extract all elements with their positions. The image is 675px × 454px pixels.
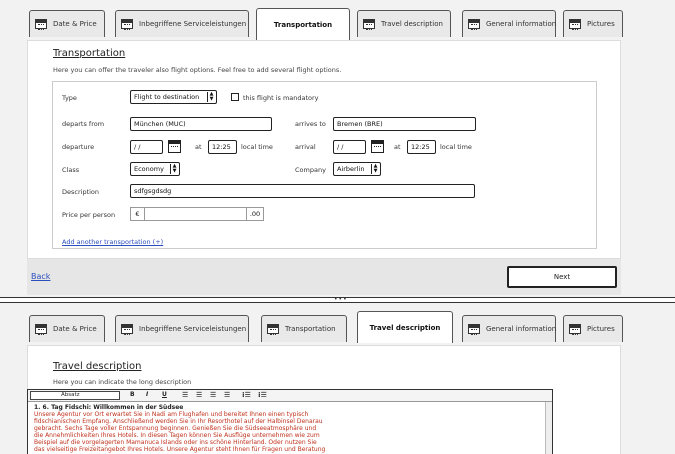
tab-bar [0, 0, 675, 40]
price-input[interactable] [130, 207, 264, 221]
grip-icon: ••• [334, 296, 348, 303]
select-arrows-icon: ▲ ▼ [207, 92, 215, 102]
calendar-icon [569, 19, 581, 29]
company-select-value: Airberlin [337, 165, 365, 173]
calendar-icon [35, 324, 47, 334]
arrives-to-input[interactable]: Bremen (BRE) [333, 117, 476, 131]
description-label: Description [62, 188, 100, 196]
tab-transportation[interactable] [261, 315, 347, 342]
tab-general-information[interactable] [462, 10, 556, 37]
travel-description-screen [0, 303, 675, 454]
tab-travel-description[interactable] [357, 10, 451, 37]
tab-date-price[interactable] [29, 315, 105, 342]
description-input[interactable]: sdfgsgdsdg [130, 184, 475, 198]
currency-addon: € [131, 208, 145, 220]
departure-calendar-icon[interactable] [168, 140, 181, 153]
page-title: Transportation [53, 48, 126, 59]
editor-content[interactable] [34, 404, 539, 453]
departs-from-input[interactable]: München (MUC) [130, 117, 272, 131]
add-transportation-link[interactable]: Add another transportation (+) [62, 238, 164, 246]
calendar-icon [363, 19, 375, 29]
departure-label: departure [62, 143, 95, 151]
type-select-value: Flight to destination [134, 93, 200, 101]
tab-services[interactable] [115, 315, 249, 342]
italic-button[interactable]: I [146, 391, 149, 398]
class-label: Class [62, 166, 80, 174]
tab-label: Date & Price [53, 20, 97, 28]
arrives-to-label: arrives to [295, 120, 326, 128]
calendar-icon [468, 19, 480, 29]
departure-time-input[interactable]: 12:25 [208, 140, 237, 154]
content-line: Unsere Agentur vor Ort erwartet Sie in Nadi am Flughafen und bereitet Ihnen einen typisch [34, 411, 309, 418]
page-title: Travel description [53, 361, 142, 372]
class-select-value: Economy [134, 165, 164, 173]
calendar-icon [267, 324, 279, 334]
type-label: Type [62, 94, 77, 102]
mandatory-checkbox[interactable] [231, 93, 239, 101]
editor-toolbar [28, 390, 552, 402]
arrival-calendar-icon[interactable] [371, 140, 384, 153]
page-subtitle: Here you can offer the traveler also flight options. Feel free to add several flight options. [53, 66, 342, 74]
price-label: Price per person [62, 211, 116, 219]
align-right-icon[interactable]: ☰ [210, 391, 217, 399]
tab-travel-description[interactable] [357, 311, 453, 343]
tab-transportation[interactable] [256, 8, 350, 40]
bullet-list-icon[interactable]: ⁝☰ [242, 391, 251, 399]
bold-button[interactable]: B [130, 391, 135, 398]
local-time-label: local time [440, 143, 472, 151]
content-heading: 1. 6. Tag Fidschi: Willkommen in der Südsee [34, 404, 184, 411]
cents-addon: .00 [246, 208, 263, 220]
type-select[interactable] [130, 90, 217, 104]
align-justify-icon[interactable]: ☰ [224, 391, 231, 399]
company-select[interactable] [333, 162, 381, 176]
tab-bar [0, 303, 675, 343]
next-button[interactable] [507, 266, 617, 288]
page-subtitle: Here you can indicate the long description [53, 378, 192, 386]
select-arrows-icon: ▲ ▼ [371, 164, 379, 174]
navigation-bar [27, 259, 621, 295]
tab-label: Travel description [381, 20, 443, 28]
tab-label: General information [486, 325, 557, 333]
tab-label: General information [486, 20, 557, 28]
tab-services[interactable] [115, 10, 249, 37]
tab-label: Transportation [285, 325, 336, 333]
tab-pictures[interactable] [563, 10, 623, 37]
next-button-label: Next [553, 273, 571, 281]
content-line: fidschianischen Empfang. Anschließend werden Sie in Ihr Resorthotel auf der Halbinsel Denarau [34, 418, 323, 425]
calendar-icon [569, 324, 581, 334]
content-line: das vielseitige Freizeitangebot Ihres Hotels. Unsere Agentur steht Ihnen für Fragen und Beratung [34, 446, 326, 453]
align-left-icon[interactable]: ☰ [182, 391, 189, 399]
tab-label: Inbegriffene Serviceleistungen [139, 20, 247, 28]
content-line: gebracht. Sechs Tage voller Entspannung beginnen. Genießen Sie die Südseeatmosphäre und [34, 425, 317, 432]
underline-button[interactable]: U [162, 391, 167, 398]
content-line: die Annehmlichkeiten Ihres Hotels. In diesen Tagen können Sie Ausflüge unternehmen wie zum [34, 432, 320, 439]
tab-label: Transportation [273, 20, 333, 29]
tab-label: Pictures [587, 20, 615, 28]
editor-scrollbar[interactable] [545, 402, 552, 454]
at-label: at [195, 143, 202, 151]
flight-option-form [52, 81, 597, 249]
paragraph-format-value: Absatz [61, 392, 80, 398]
company-label: Company [295, 166, 326, 174]
tab-general-information[interactable] [462, 315, 556, 342]
arrival-label: arrival [295, 143, 316, 151]
rich-text-editor[interactable] [27, 389, 553, 454]
select-arrows-icon: ▲ ▼ [170, 164, 178, 174]
mandatory-label: this flight is mandatory [243, 94, 319, 102]
tab-date-price[interactable] [29, 10, 105, 37]
at-label: at [394, 143, 401, 151]
arrival-time-input[interactable]: 12:25 [407, 140, 436, 154]
tab-label: Date & Price [53, 325, 97, 333]
calendar-icon [121, 324, 133, 334]
calendar-icon [121, 19, 133, 29]
calendar-icon [35, 19, 47, 29]
tab-label: Inbegriffene Serviceleistungen [139, 325, 247, 333]
tab-label: Travel description [369, 323, 441, 332]
transportation-panel [27, 40, 621, 259]
calendar-icon [468, 324, 480, 334]
numbered-list-icon[interactable]: ⁝☰ [258, 391, 267, 399]
class-select[interactable] [130, 162, 180, 176]
tab-label: Pictures [587, 325, 615, 333]
arrival-date-input[interactable]: / / [333, 140, 366, 154]
content-line: Beispiel auf die vorgelagerten Mamanuca Islands oder ins schöne Hinterland. Oder nutzen Sie [34, 439, 317, 446]
local-time-label: local time [241, 143, 273, 151]
tab-pictures[interactable] [563, 315, 623, 342]
departure-date-input[interactable]: / / [130, 140, 163, 154]
departs-from-label: departs from [62, 120, 105, 128]
align-center-icon[interactable]: ☰ [196, 391, 203, 399]
back-link[interactable]: Back [31, 272, 51, 281]
paragraph-format-select[interactable] [30, 391, 120, 400]
